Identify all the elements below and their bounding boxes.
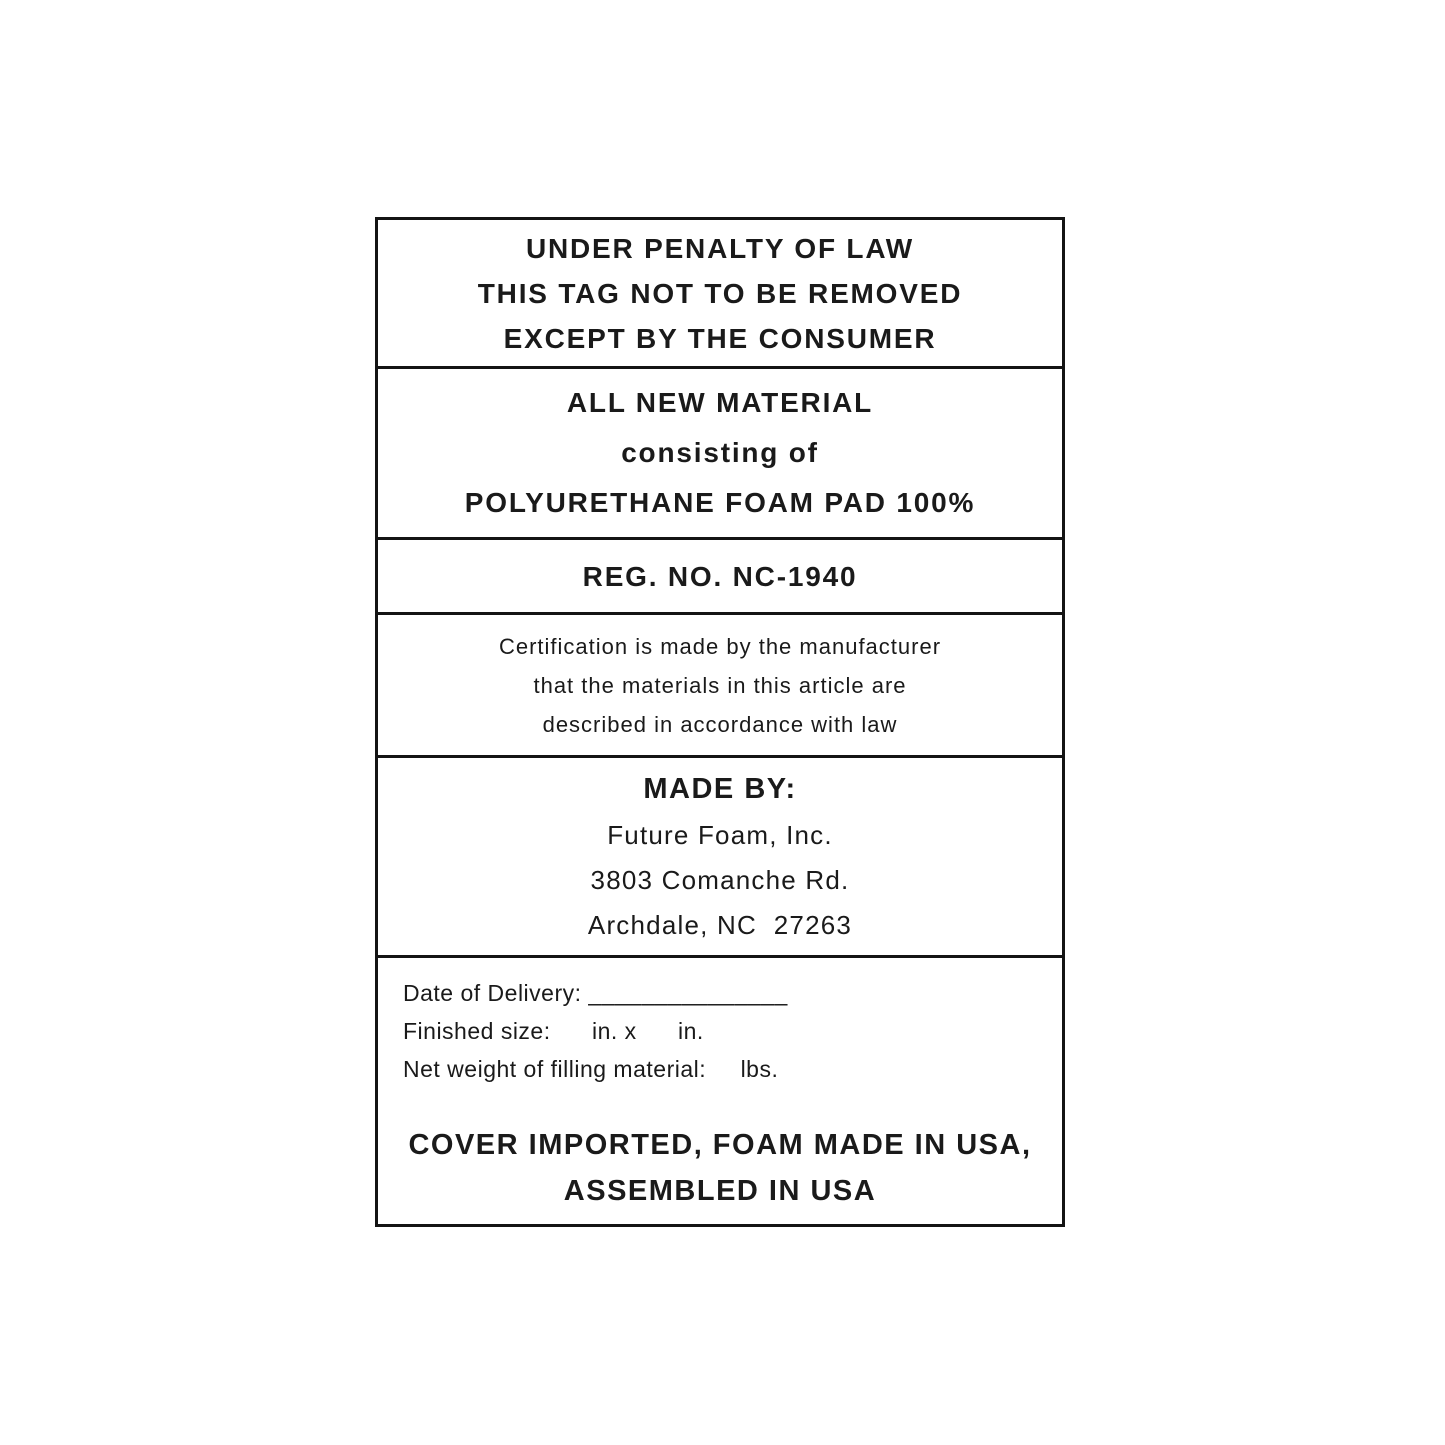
law-label bbox=[375, 217, 1065, 1227]
penalty-notice-section bbox=[378, 220, 1062, 369]
date-of-delivery-line: Date of Delivery: _______________ bbox=[403, 980, 788, 1006]
origin-line-2: ASSEMBLED IN USA bbox=[563, 1175, 877, 1207]
made-by-section bbox=[378, 758, 1062, 958]
certification-section bbox=[378, 615, 1062, 758]
certification-line-1: Certification is made by the manufacturer bbox=[498, 633, 942, 659]
material-line-2: consisting of bbox=[621, 437, 819, 468]
net-weight-line: Net weight of filling material: lbs. bbox=[403, 1056, 779, 1082]
manufacturer-street: 3803 Comanche Rd. bbox=[590, 865, 850, 895]
origin-line-1: COVER IMPORTED, FOAM MADE IN USA, bbox=[408, 1129, 1032, 1161]
penalty-line-1: UNDER PENALTY OF LAW bbox=[525, 232, 915, 264]
penalty-line-2: THIS TAG NOT TO BE REMOVED bbox=[477, 277, 963, 309]
made-by-heading: MADE BY: bbox=[643, 773, 797, 805]
registration-number-section bbox=[378, 540, 1062, 615]
manufacturer-city-state-zip: Archdale, NC 27263 bbox=[587, 910, 853, 940]
manufacturer-name: Future Foam, Inc. bbox=[607, 820, 833, 850]
material-section bbox=[378, 369, 1062, 540]
certification-line-3: described in accordance with law bbox=[542, 711, 898, 737]
origin-statement bbox=[378, 1122, 1062, 1224]
material-line-3: POLYURETHANE FOAM PAD 100% bbox=[464, 487, 976, 518]
certification-line-2: that the materials in this article are bbox=[533, 672, 907, 698]
material-line-1: ALL NEW MATERIAL bbox=[566, 387, 874, 418]
registration-number: REG. NO. NC-1940 bbox=[582, 560, 858, 592]
fill-in-details bbox=[378, 958, 1062, 1088]
penalty-line-3: EXCEPT BY THE CONSUMER bbox=[503, 322, 937, 354]
finished-size-line: Finished size: in. x in. bbox=[403, 1018, 704, 1044]
details-section bbox=[378, 958, 1062, 1224]
